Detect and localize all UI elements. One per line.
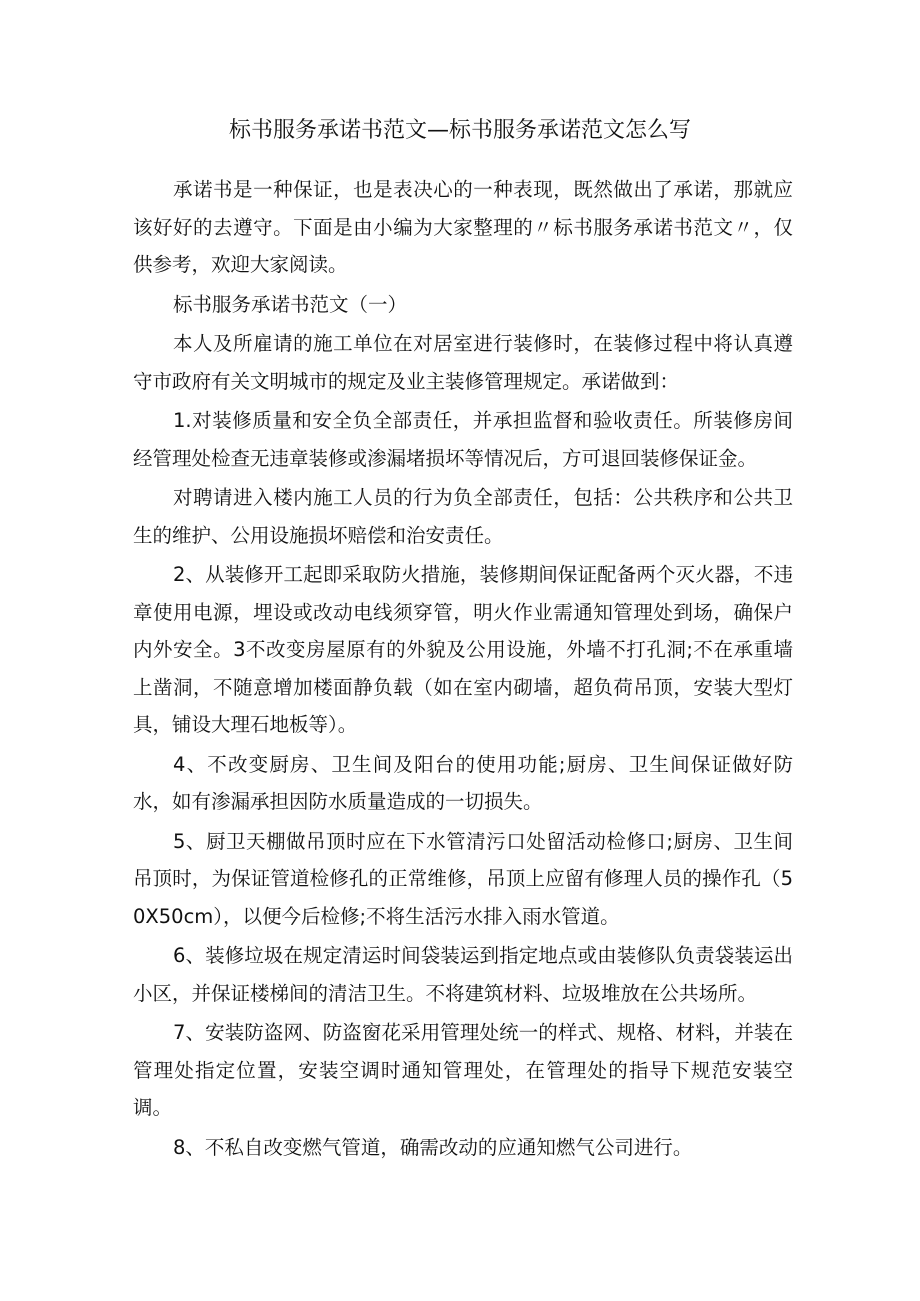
section-heading: 标书服务承诺书范文（一） [173,292,408,316]
paragraph-item-1: 1.对装修质量和安全负全部责任，并承担监督和验收责任。所装修房间经管理处检查无违章装修或渗漏堵损坏等情况后，方可退回装修保证金。 [133,409,793,470]
document-body [133,171,793,1168]
paragraph-workers: 对聘请进入楼内施工人员的行为负全部责任，包括：公共秩序和公共卫生的维护、公用设施损坏赔偿和治安责任。 [133,486,793,547]
paragraph-item-8: 8、不私自改变燃气管道，确需改动的应通知燃气公司进行。 [173,1135,693,1159]
document-title: 标书服务承诺书范文—标书服务承诺范文怎么写 [228,118,691,143]
paragraph-item-2-3: 2、从装修开工起即采取防火措施，装修期间保证配备两个灭火器，不违章使用电源，埋设或改动电线须穿管，明火作业需通知管理处到场，确保户内外安全。3不改变房屋原有的外貌及公用设施，外墙不打孔洞;不在承重墙上凿洞，不随意增加楼面静负载（如在室内砌墙，超负荷吊顶，安装大型灯具，铺设大理石地板等）。 [133,563,793,736]
paragraph-item-6: 6、装修垃圾在规定清运时间袋装运到指定地点或由装修队负责袋装运出小区，并保证楼梯间的清洁卫生。不将建筑材料、垃圾堆放在公共场所。 [133,944,793,1005]
paragraph-intro: 承诺书是一种保证，也是表决心的一种表现，既然做出了承诺，那就应该好好的去遵守。下面是由小编为大家整理的〃标书服务承诺书范文〃，仅供参考，欢迎大家阅读。 [133,178,793,276]
paragraph-item-7: 7、安装防盗网、防盗窗花采用管理处统一的样式、规格、材料，并装在管理处指定位置，安装空调时通知管理处，在管理处的指导下规范安装空调。 [133,1021,793,1119]
paragraph-item-5: 5、厨卫天棚做吊顶时应在下水管清污口处留活动检修口;厨房、卫生间吊顶时，为保证管道检修孔的正常维修，吊顶上应留有修理人员的操作孔（50X50cm），以便今后检修;不将生活污水排入雨水管道。 [133,829,793,928]
paragraph-item-4: 4、不改变厨房、卫生间及阳台的使用功能;厨房、卫生间保证做好防水，如有渗漏承担因防水质量造成的一切损失。 [133,752,793,813]
paragraph-pledge: 本人及所雇请的施工单位在对居室进行装修时，在装修过程中将认真遵守市政府有关文明城市的规定及业主装修管理规定。承诺做到： [133,332,793,393]
